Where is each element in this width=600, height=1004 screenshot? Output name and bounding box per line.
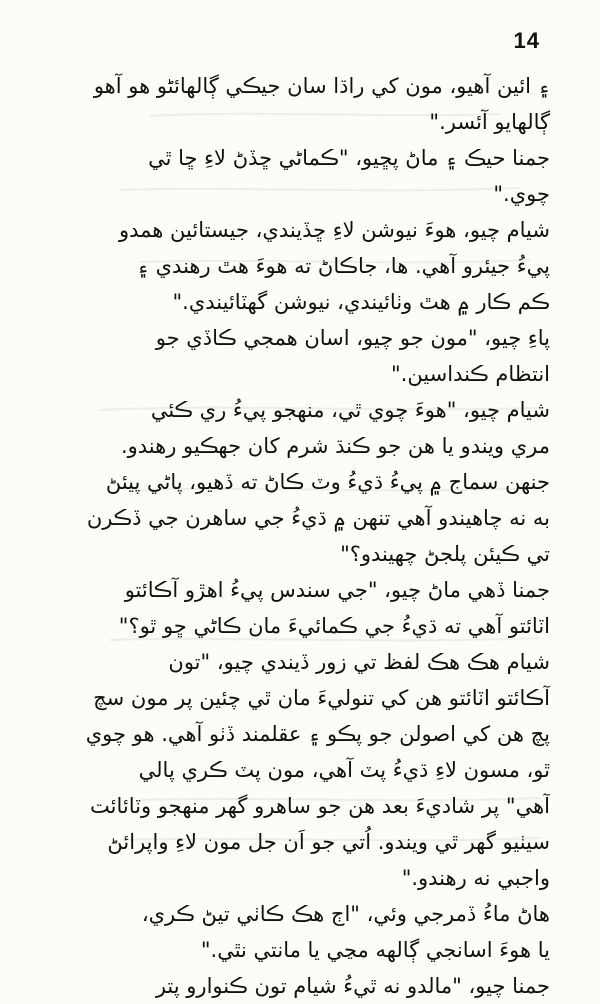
text-line: ٿو، مسون لاءِ ڌيءُ پٽ آهي، مون پٽ ڪري پالي	[138, 758, 550, 782]
text-line: تي ڪيئن پلجڻ چهيندو؟"	[340, 542, 550, 566]
text-line: هاڻ ماءُ ڏمرجي وئي، "اڄ هڪ ڪاٺي تيڻ ڪري،	[141, 902, 550, 926]
text-line: يا هوءَ اسانجي ڳالهه مڃي يا مانتي نٿي."	[200, 938, 550, 962]
page-number: 14	[513, 28, 540, 53]
text-line: ۽ ائين آهيو، مون کي راڌا سان جيڪي ڳالهائڻو هو آهو	[93, 74, 550, 98]
text-line: جمنا ڏهي ماڻ چيو، "جي سندس پيءُ اهڙو آڪائتو	[124, 578, 550, 602]
text-line: مري ويندو يا هن جو ڪنڌ شرم کان جهڪيو رهندو.	[120, 434, 550, 458]
text-line: آڪائتو اٽائتو هن کي تنوليءَ مان ٿي چئين پر مون سچ	[93, 686, 550, 710]
text-line: جمنا حيڪ ۽ ماڻ پڇيو، "ڪماڻي ڇڏڻ لاءِ ڇا ٿي	[148, 146, 550, 170]
text-line: شيام چيو، هوءَ نيوشن لاءِ ڇڏيندي، جيستائين همدو	[118, 218, 550, 242]
text-line: انتظام ڪنداسين."	[391, 362, 550, 386]
text-line: پيءُ جيئرو آهي. ها، جاڪاڻ ته هوءَ هٿ رهندي ۽	[136, 254, 550, 278]
text-line: سيٺيو گهر ٿي ويندو. اُتي جو اَن جل مون لاءِ واپرائڻ	[107, 830, 550, 854]
text-line: پاءِ چيو، "مون جو چيو، اسان همجي ڪاڏي جو	[155, 326, 550, 350]
text-line: جنهن سماج ۾ پيءُ ڌيءُ وٽ ڪاڻ ته ڏهيو، پاڻي پيئڻ	[105, 470, 550, 494]
text-line: آهي" پر شاديءَ بعد هن جو ساهرو گهر منهجو وٽائائت	[90, 794, 550, 818]
text-line: به نه چاهيندو آهي تنهن ۾ ڌيءُ جي ساهرن جي ڏڪرن	[86, 506, 550, 530]
text-line: ڳالهايو آئسر."	[429, 110, 550, 134]
body-text	[58, 68, 550, 1004]
text-line: شيام چيو، "هوءَ چوي ٿي، منهجو پيءُ ري ڪئي	[150, 398, 550, 422]
text-line: پچ هن کي اصولن جو پڪو ۽ عقلمند ڏٺو آهي. هو چوي	[85, 722, 550, 746]
text-line: شيام هڪ هڪ لفظ تي زور ڏيندي چيو، "تون	[168, 650, 550, 674]
text-line: اٽائتو آهي ته ڌيءُ جي ڪمائيءَ مان ڪاڻي ڇو ٿو؟"	[118, 614, 550, 638]
text-line: ڪم ڪار ۾ هٿ وٺائيندي، نيوشن گهٽائيندي."	[172, 290, 550, 314]
text-line: جمنا چيو، "مالدو نه ٿيءُ شيام تون ڪنوارو پتر	[155, 974, 550, 998]
text-line: واجبي نه رهندو."	[401, 866, 550, 890]
text-line: چوي."	[493, 182, 550, 206]
